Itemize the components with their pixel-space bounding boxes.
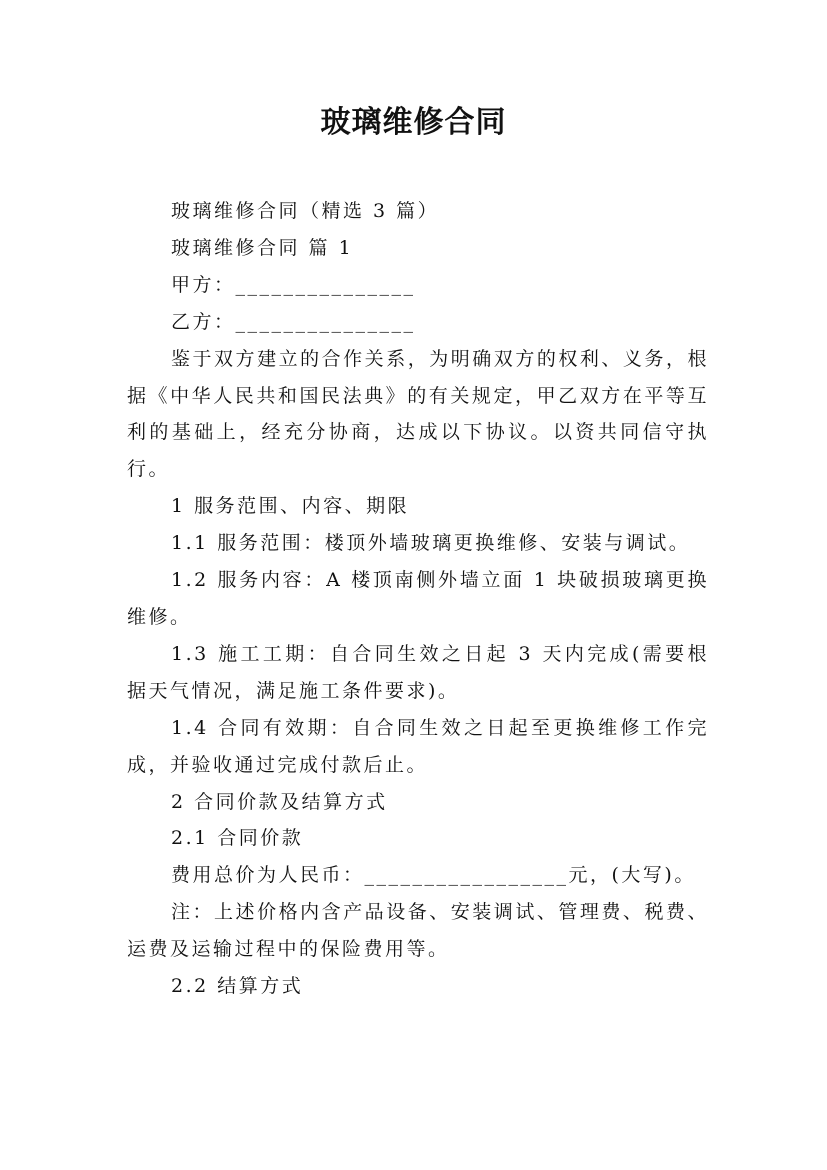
paragraph-price-note: 注：上述价格内含产品设备、安装调试、管理费、税费、运费及运输过程中的保险费用等。 [127, 901, 709, 961]
paragraph-total-price: 费用总价为人民币：_________________元，(大写)。 [171, 864, 696, 887]
document-title: 玻璃维修合同 [320, 105, 507, 140]
paragraph-party-a: 甲方：_______________ [171, 273, 416, 296]
paragraph-clause-2-2: 2.2 结算方式 [171, 975, 304, 998]
paragraph-clause-1-3: 1.3 施工工期：自合同生效之日起 3 天内完成(需要根据天气情况，满足施工条件要求)。 [127, 642, 709, 702]
paragraph-clause-1-2: 1.2 服务内容：A 楼顶南侧外墙立面 1 块破损玻璃更换维修。 [127, 569, 709, 628]
paragraph-party-b: 乙方：_______________ [171, 310, 416, 333]
paragraph-clause-2-1: 2.1 合同价款 [171, 827, 304, 850]
paragraph-clause-1: 1 服务范围、内容、期限 [171, 495, 410, 518]
paragraph-clause-1-4: 1.4 合同有效期：自合同生效之日起至更换维修工作完成，并验收通过完成付款后止。 [127, 716, 709, 776]
paragraph-clause-1-1: 1.1 服务范围：楼顶外墙玻璃更换维修、安装与调试。 [171, 532, 691, 555]
paragraph-subtitle: 玻璃维修合同（精选 3 篇） [171, 200, 440, 222]
paragraph-clause-2: 2 合同价款及结算方式 [171, 790, 388, 813]
paragraph-section-heading: 玻璃维修合同 篇 1 [171, 236, 354, 259]
document-body [127, 193, 709, 1005]
paragraph-preamble: 鉴于双方建立的合作关系，为明确双方的权利、义务，根据《中华人民共和国民法典》的有关规定，甲乙双方在平等互利的基础上，经充分协商，达成以下协议。以资共同信守执行。 [127, 347, 709, 481]
